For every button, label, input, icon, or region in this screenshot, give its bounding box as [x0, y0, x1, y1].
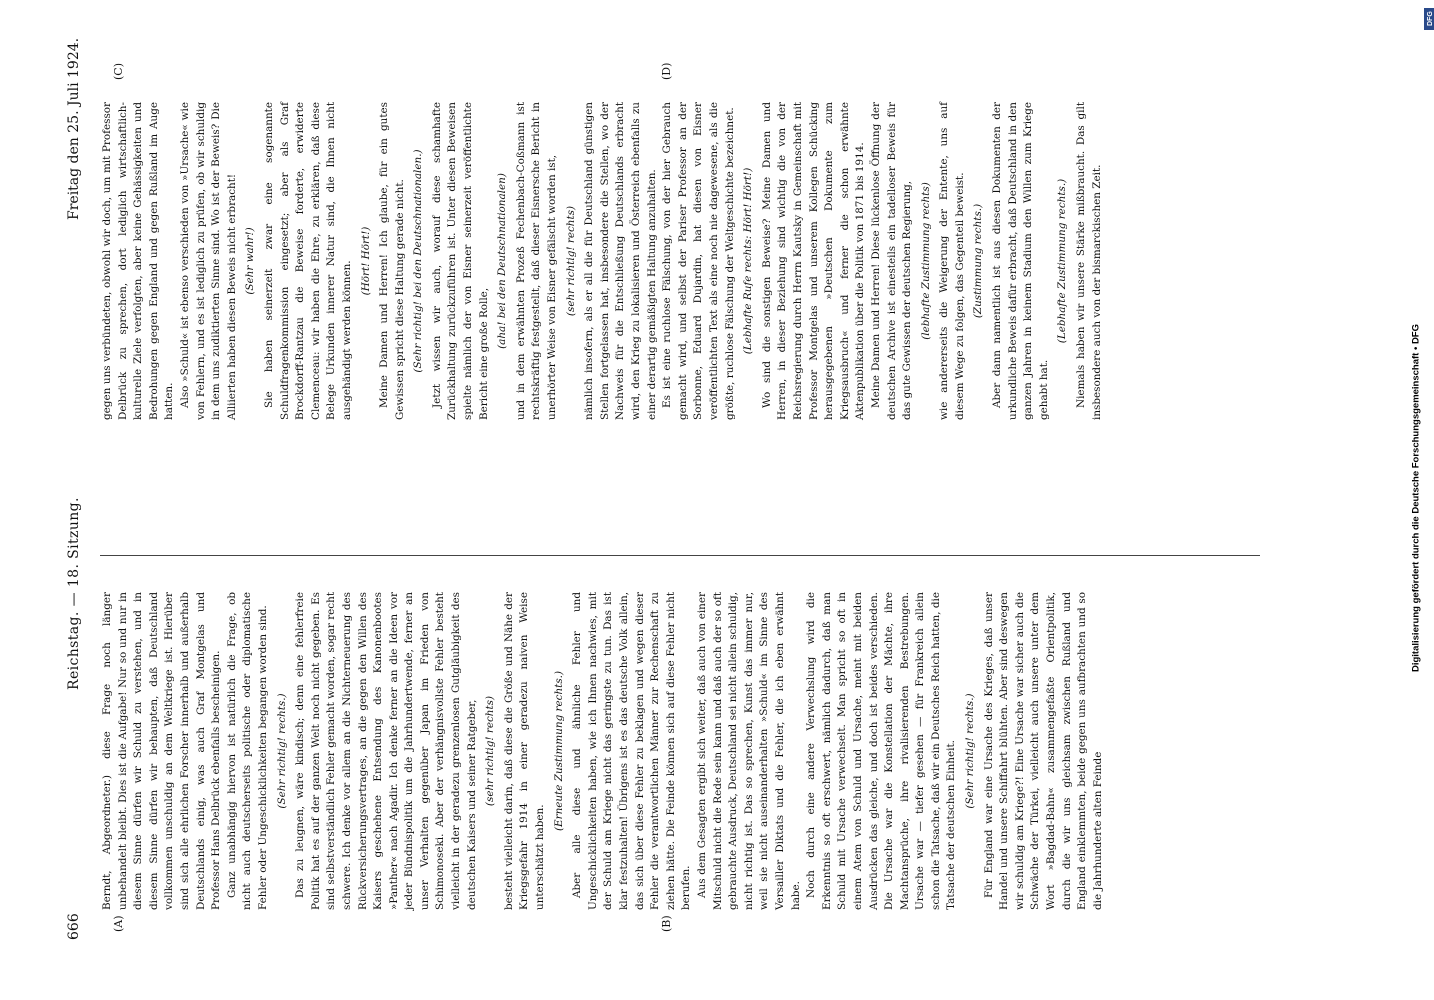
column-divider	[100, 555, 1260, 556]
paragraph: nämlich insofern, als er all die für Deutschland günstigen Stellen fortgelassen hat, insbesondere die Stellen, wo der Nachweis für die Entschließung Deutschlands erbracht wird, den Krieg zu lokalisieren und Österreich ebenfalls zu einer derartig gemäßigten Haltung anzuhalten.	[583, 102, 658, 420]
page-number: 666	[66, 913, 82, 940]
paragraph: Das zu leugnen, wäre kindisch; denn eine fehlerfreie Politik hat es auf der ganzen Welt noch nicht gegeben. Es sind selbstverständlich Fehler gemacht worden, sogar recht schwere. Ich denke vor allem an die Nichterneuerung des Rückversicherungsvertrages, an die gegen den Willen des Kaisers geschehene Entsendung des Kanonenbootes »Panther« nach Agadir. Ich denke ferner an die Ideen vor jeder Bündnispolitik um die Jahrhundertwende, ferner an unser Verhalten gegenüber Japan im Frieden von Schimonoseki. Aber der verhängnisvollste Fehler besteht vielleicht in der geradezu grenzenlosen Gutgläubigkeit des deutschen Kaisers und seiner Ratgeber,	[294, 592, 478, 910]
paragraph: Ganz unabhängig hiervon ist natürlich die Frage, ob nicht auch deutscherseits politische oder diplomatische Fehler oder Ungeschicklichkeiten begangen worden sind.	[225, 592, 269, 910]
interjection: (Sehr richtig! bei den Deutschnationalen.)	[412, 149, 425, 373]
scanned-page	[60, 37, 1300, 940]
interjection: (Lebhafte Zustimmung rechts.)	[1056, 178, 1069, 344]
paragraph: Also »Schuld« ist ebenso verschieden von »Ursache« wie von Fehlern, und es ist lediglich zu prüfen, ob wir schuldig in dem uns zudiktierten Sinne sind. Wo ist der Beweis? Die Alliierten haben diesen Beweis nicht erbracht!	[178, 102, 238, 420]
interjection: (Lebhafte Rufe rechts: Hört! Hört!)	[742, 167, 755, 355]
interjection: (Erneute Zustimmung rechts.)	[552, 670, 565, 832]
interjection: (lebhafte Zustimmung rechts)	[919, 182, 932, 340]
interjection: (Hört! Hört!)	[359, 226, 372, 296]
interjection: (Sehr richtig! rechts.)	[964, 693, 977, 809]
interjection: (aha! bei den Deutschnationalen)	[496, 173, 509, 349]
paragraph: Aber alle diese und ähnliche Fehler und Ungeschicklichkeiten haben, wie ich Ihnen nachwies, mit der Schuld am Kriege nicht das geringste zu tun. Das ist klar festzuhalten! Übrigens ist es das deutsche Volk allein, das sich über diese Fehler zu beklagen und wegen dieser Fehler die verantwortlichen Männer zur Rechenschaft zu ziehen hätte. Die Feinde können sich auf diese Fehler nicht berufen.	[571, 592, 693, 910]
paragraph: Niemals haben wir unsere Stärke mißbraucht. Das gilt insbesondere auch von der bismarckischen Zeit.	[1075, 102, 1103, 420]
left-column	[100, 592, 1106, 910]
digitization-credit: Digitalisierung gefördert durch die Deutsche Forschungsgemeinschaft • DFG	[1410, 323, 1422, 673]
margin-marker-d: (D)	[660, 62, 673, 80]
margin-marker-b: (B)	[660, 915, 673, 932]
paragraph: Es ist eine ruchlose Fälschung, von der hier Gebrauch gemacht wird, und selbst der Pariser Professor an der Sorbonne, Eduard Dujardin, hat diesen von Eisner veröffentlichten Text als eine noch nie dagewesene, als die größte, ruchlose Fälschung der Weltgeschichte bezeichnet.	[661, 102, 736, 420]
interjection: (Sehr wahr!)	[244, 227, 257, 295]
paragraph: Berndt, Abgeordneter.) diese Frage noch länger unbehandelt bleibt. Dies ist die Aufgabe! Nur so und nur in diesem Sinne dürfen wir Schuld zu verstehen, und in diesem Sinne dürfen wir behaupten, daß Deutschland vollkommen unschuldig an dem Weltkriege ist. Hierüber sind sich alle ehrlichen Forscher innerhalb und außerhalb Deutschlands einig, was auch Graf Montgelas und Professor Hans Delbrück ebenfalls bescheinigen.	[101, 592, 223, 910]
paragraph: Meine Damen und Herren! Diese lückenlose Öffnung der deutschen Archive ist einesteils ein tadelloser Beweis für das gute Gewissen der deutschen Regierung,	[869, 102, 914, 420]
paragraph: Wo sind die sonstigen Beweise? Meine Damen und Herren, in dieser Beziehung sind wichtig die von der Reichsregierung durch Herrn Kautsky in Gemeinschaft mit Professor Montgelas und unserem Kollegen Schücking herausgegebenen »Deutschen Dokumente zum Kriegsausbruch« und ferner die schon erwähnte Aktenpublikation über die Politik von 1871 bis 1914.	[760, 102, 867, 420]
dfg-logo-icon: DFG	[1424, 8, 1434, 30]
paragraph: Aus dem Gesagten ergibt sich weiter, daß auch von einer Mitschuld nicht die Rede sein kann und daß auch der so oft gebrauchte Ausdruck, Deutschland sei nicht allein schuldig, nicht richtig ist. Das so sprechen, Kunst das immer nur, weil sie nicht auseinanderhalten »Schuld« im Sinne des Versailler Diktats und die Fehler, die ich eben erwähnt habe.	[695, 592, 802, 910]
margin-marker-c: (C)	[112, 63, 125, 80]
paragraph: Für England war eine Ursache des Krieges, daß unser Handel und unsere Schiffahrt blühten. Aber sind deswegen wir schuldig am Kriege?! Eine Ursache war sicher auch die Schwäche der Türkei, vielleicht auch unsere unter dem Wort »Bagdad-Bahn« zusammengefaßte Orientpolitik, durch die wir uns gleichsam zwischen Rußland und England einklemmten, beide gegen uns aufbrachten und so die Jahrhunderte alten Feinde	[982, 592, 1104, 910]
paragraph: und in dem erwähnten Prozeß Fechenbach-Coßmann ist rechtskräftig festgestellt, daß dieser Eisnersche Bericht in unerhörter Weise von Eisner gefälscht worden ist,	[514, 102, 559, 420]
paragraph: Meine Damen und Herren! Ich glaube, für ein gutes Gewissen spricht diese Haltung gerade nicht.	[378, 102, 406, 420]
paragraph: Sie haben seinerzeit zwar eine sogenannte Schuldfragenkommission eingesetzt; aber als Graf Brockdorff-Rantzau die Beweise forderte, erwiderte Clemenceau: wir haben die Ehre, zu erklären, daß diese Belege Urkunden innerer Natur sind, die Ihnen nicht ausgehändigt werden können.	[262, 102, 353, 420]
paragraph: gegen uns verbündeten, obwohl wir doch, um mit Professor Delbrück zu sprechen, dort lediglich wirtschaftlich-kulturelle Ziele verfolgten, aber keine Gehässigkeiten und Bedrohungen gegen England und gegen Rußland im Auge hatten.	[101, 102, 176, 420]
header-session: Reichstag. — 18. Sitzung.	[66, 497, 82, 690]
interjection: (sehr richtig! rechts)	[484, 695, 497, 807]
running-header	[60, 37, 94, 940]
interjection: (sehr richtig! rechts)	[564, 205, 577, 317]
interjection: (Sehr richtig! rechts.)	[275, 693, 288, 809]
margin-marker-a: (A)	[112, 915, 125, 932]
paragraph: Aber dann namentlich ist aus diesen Dokumenten der urkundliche Beweis dafür erbracht, daß Deutschland in den ganzen Jahren in keinem Stadium den Willen zum Kriege gehabt hat.	[991, 102, 1050, 420]
right-column	[100, 102, 1105, 420]
paragraph: besteht vielleicht darin, daß diese die Größe und Nähe der Kriegsgefahr 1914 in einer geradezu naiven Weise unterschätzt haben.	[502, 592, 547, 910]
paragraph: wie andererseits die Weigerung der Entente, uns auf diesem Wege zu folgen, das Gegenteil beweist.	[938, 102, 966, 420]
header-date: Freitag den 25. Juli 1924.	[66, 37, 82, 220]
interjection: (Zustimmung rechts.)	[972, 203, 985, 319]
paragraph: Jetzt wissen wir auch, worauf diese schamhafte Zurückhaltung zurückzuführen ist. Unter diesen Beweisen spielte nämlich der von Eisner seinerzeit veröffentlichte Bericht eine große Rolle,	[430, 102, 490, 420]
paragraph: Noch durch eine andere Verwechslung wird die Erkenntnis so oft erschwert, nämlich dadurch, daß man Schuld mit Ursache verwechselt. Man spricht so oft in einem Atem von Schuld und Ursache, meint mit beiden Ausdrücken das gleiche, und doch ist beides verschieden. Die Ursache war die Konstellation der Mächte, ihre Machtansprüche, ihre rivalisierenden Bestrebungen. Ursache war — tiefer gesehen — für Frankreich allein schon die Tatsache, daß wir ein Deutsches Reich hatten, die Tatsache der deutschen Einheit.	[805, 592, 958, 910]
